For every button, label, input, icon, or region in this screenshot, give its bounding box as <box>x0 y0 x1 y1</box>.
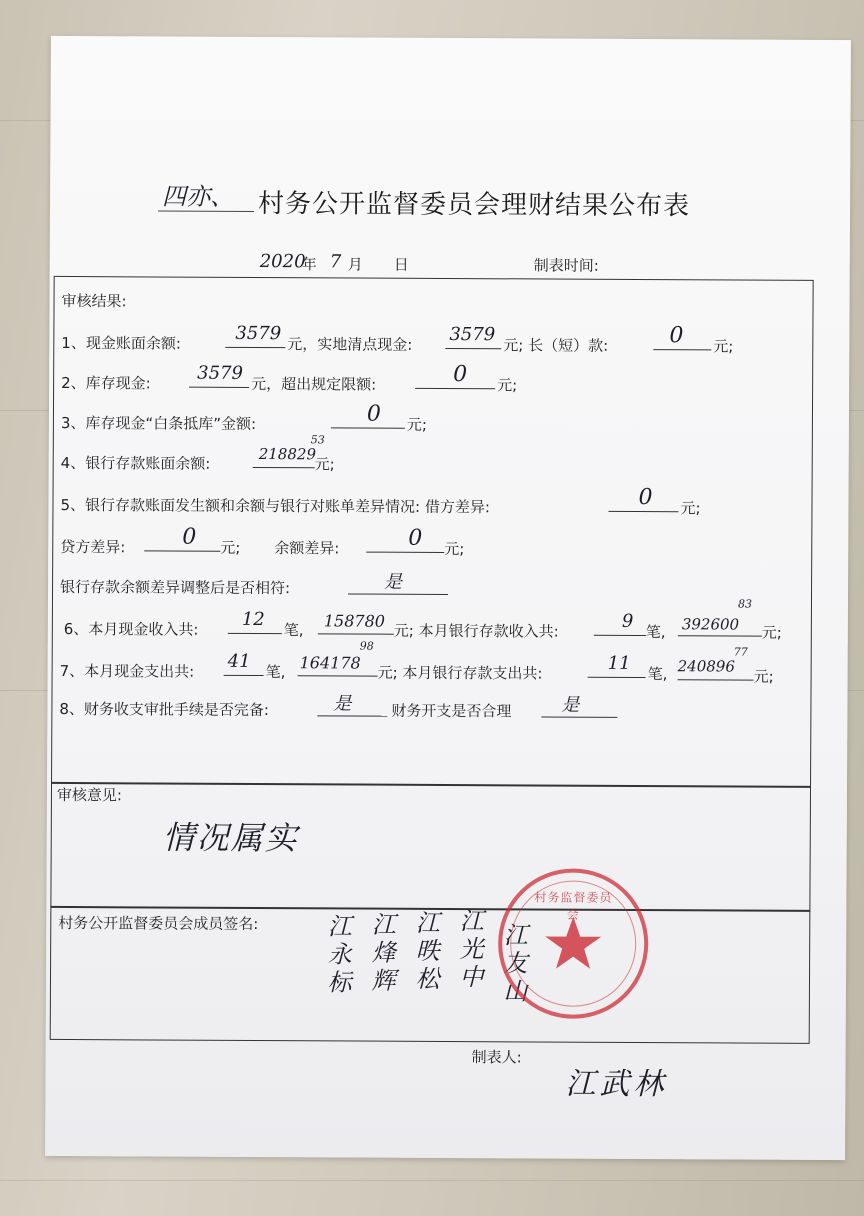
item3-text-b: 元; <box>406 415 428 434</box>
item1-text-b: 元，实地清点现金: <box>287 335 413 354</box>
item5-text-d: 元; <box>220 538 241 557</box>
item1-text-d: 元; <box>713 337 734 356</box>
item6-text-b: 笔, <box>283 621 304 640</box>
page-title: 村务公开监督委员会理财结果公布表 <box>257 189 691 222</box>
document-sheet <box>45 36 851 1160</box>
date-year-unit: 年 <box>301 255 317 274</box>
item6-text-c: 元; 本月银行存款收入共: <box>393 621 559 641</box>
item4-label: 4、银行存款账面余额: <box>60 453 211 473</box>
item6-bank-income-cents: 83 <box>737 597 753 611</box>
item6-cash-income-amount: 158780 <box>323 611 386 631</box>
member-signature-5: 江友山 <box>498 922 528 1007</box>
item5-balance-label: 余额差异: <box>274 539 340 558</box>
item5-text-b: 元; <box>680 499 701 518</box>
member-signature-1: 江永标 <box>322 913 352 998</box>
date-month: 7 <box>329 251 342 273</box>
item1-over-short: 0 <box>669 323 684 349</box>
item7-text-d: 笔, <box>647 665 668 684</box>
maker-signature: 江武林 <box>565 1066 668 1103</box>
date-year: 2020 <box>259 251 306 273</box>
item7-text-b: 笔, <box>265 663 286 682</box>
item7-label: 7、本月现金支出共: <box>59 661 195 681</box>
item7-text-c: 元; 本月银行存款支出共: <box>377 663 543 683</box>
item1-label: 1、现金账面余额: <box>61 333 181 353</box>
item7-bank-expense-amount: 240896 <box>677 657 735 676</box>
opinion-label: 审核意见: <box>56 785 123 805</box>
item3-iou-amount: 0 <box>366 401 382 427</box>
title-prefix-underline <box>158 210 254 212</box>
item5-debit-diff: 0 <box>638 484 653 511</box>
seal-text: 村务监督委员会 <box>534 890 613 922</box>
item5-text-f: 元; <box>444 539 465 559</box>
item6-bank-income-amount: 392600 <box>681 615 740 634</box>
item1-cash-book-balance: 3579 <box>235 322 282 345</box>
item2-over-limit: 0 <box>453 362 468 388</box>
item5-credit-diff: 0 <box>182 524 197 550</box>
item7-bank-expense-count: 11 <box>607 652 631 674</box>
item2-cash-on-hand: 3579 <box>197 362 244 384</box>
item4-bank-balance-cents: 53 <box>310 433 325 447</box>
item4-bank-balance: 218829 <box>258 445 317 464</box>
opinion-value: 情况属实 <box>162 818 299 858</box>
title-prefix: 四亦、 <box>162 182 235 211</box>
item6-text-e: 元; <box>761 623 782 642</box>
item3-label: 3、库存现金“白条抵库”金额: <box>60 413 257 433</box>
item5-label: 5、银行存款账面发生额和余额与银行对账单差异情况: 借方差异: <box>60 495 490 517</box>
made-time-label: 制表时间: <box>533 256 599 275</box>
item6-bank-income-count: 9 <box>621 610 634 632</box>
item7-text-e: 元; <box>753 667 774 686</box>
item1-text-c: 元; 长（短）款: <box>503 336 609 355</box>
members-label: 村务公开监督委员会成员签名: <box>58 913 259 934</box>
maker-label: 制表人: <box>471 1048 522 1067</box>
date-day-unit: 日 <box>393 255 409 274</box>
member-signature-3: 江昳松 <box>410 909 440 994</box>
item7-cash-expense-count: 41 <box>227 650 251 672</box>
item6-text-d: 笔, <box>645 623 666 642</box>
item8-label: 8、财务收支审批手续是否完备: <box>59 699 270 720</box>
member-signature-2: 江烽辉 <box>366 911 396 996</box>
item1-cash-counted: 3579 <box>449 324 496 346</box>
item2-text-b: 元，超出规定限额: <box>251 374 377 394</box>
item6-cash-income-count: 12 <box>241 608 265 631</box>
item5-balance-diff: 0 <box>408 525 423 551</box>
date-month-unit: 月 <box>347 255 363 274</box>
member-signatures <box>320 907 531 1028</box>
item7-cash-expense-cents: 98 <box>359 639 374 653</box>
member-signature-4: 江光中 <box>454 908 484 993</box>
item8-approval-complete: 是 <box>333 693 352 715</box>
item8-text-b: 财务开支是否合理 <box>391 701 512 721</box>
item4-text-b: 元; <box>314 455 335 474</box>
item5-match-value: 是 <box>384 571 403 593</box>
item7-cash-expense-amount: 164178 <box>299 653 361 673</box>
item7-bank-expense-cents: 77 <box>733 645 748 659</box>
item2-label: 2、库存现金: <box>61 373 151 393</box>
official-seal <box>498 868 649 1019</box>
item5-credit-label: 贷方差异: <box>60 537 126 557</box>
item2-text-c: 元; <box>497 376 518 395</box>
item5-match-label: 银行存款余额差异调整后是否相符: <box>60 577 291 598</box>
audit-result-label: 审核结果: <box>61 291 127 311</box>
item8-expense-reasonable: 是 <box>561 694 580 716</box>
item6-label: 6、本月现金收入共: <box>63 619 199 639</box>
